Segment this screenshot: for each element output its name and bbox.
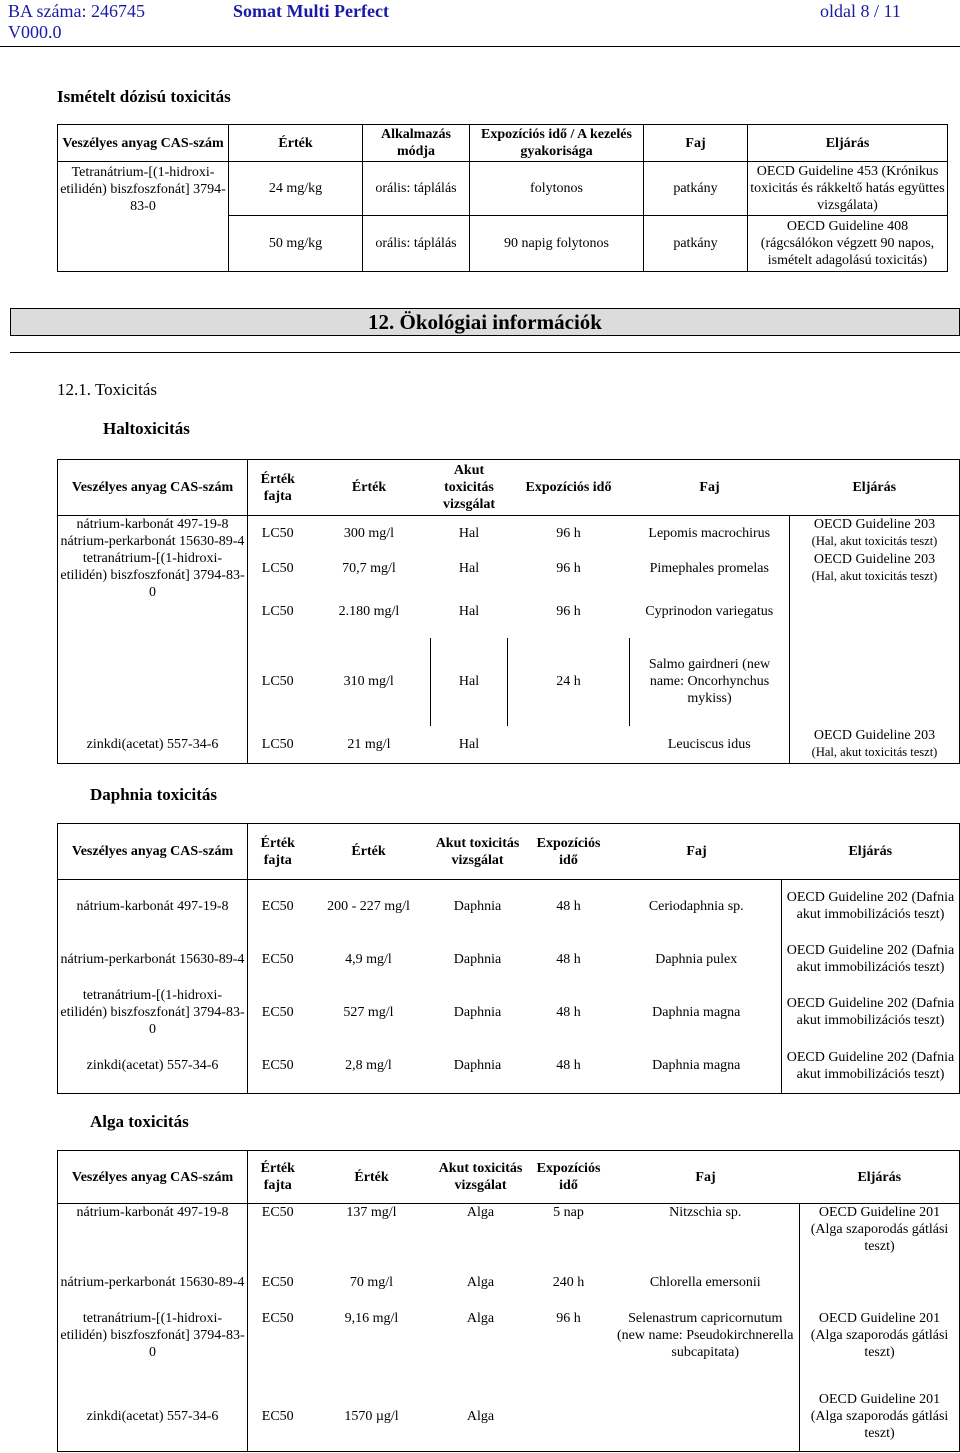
col-value-type: Érték fajta [248, 1151, 308, 1204]
col-species: Faj [612, 1151, 800, 1204]
cell: 240 h [552, 1274, 585, 1290]
cell: 5 nap [553, 1205, 584, 1220]
version: V000.0 [8, 22, 62, 42]
cell: Daphnia [453, 898, 502, 914]
cell [790, 638, 960, 726]
cell [800, 1274, 960, 1310]
col-species: Faj [644, 125, 748, 162]
col-method: Eljárás [790, 460, 960, 516]
cell: tetranátrium-[(1-hidroxi-etilidén) biszfoszfonát] 3794-83-0 [58, 1310, 248, 1382]
cell: 1570 µg/l [308, 1382, 436, 1452]
cell: Nitzschia sp. [669, 1205, 742, 1220]
table-row [58, 1382, 960, 1452]
species-cell: patkány [644, 216, 748, 272]
cell: Daphnia [453, 1004, 502, 1020]
cell: 48 h [526, 1039, 612, 1094]
cell: 2.180 mg/l [338, 604, 400, 619]
cell: zinkdi(acetat) 557-34-6 [58, 726, 248, 764]
cell: 527 mg/l [343, 1004, 394, 1020]
cell: Daphnia magna [652, 1004, 741, 1020]
cell: EC50 [261, 1310, 294, 1326]
substance-item: nátrium-karbonát 497-19-8 [76, 517, 229, 532]
cell: EC50 [261, 1205, 294, 1220]
table-row [58, 516, 960, 551]
method-cell [790, 551, 960, 586]
fish-toxicity-table [57, 459, 960, 764]
cell: Leuciscus idus [630, 726, 790, 764]
value-cell: 24 mg/kg [229, 162, 363, 216]
cell: OECD Guideline 201 (Alga szaporodás gátlási teszt) [800, 1204, 960, 1274]
cell: 200 - 227 mg/l [327, 898, 410, 914]
cell: nátrium-perkarbonát 15630-89-4 [58, 933, 248, 986]
cell: Alga [436, 1382, 526, 1452]
cell: 300 mg/l [343, 525, 395, 541]
col-substance: Veszélyes anyag CAS-szám [58, 460, 248, 516]
cell: OECD Guideline 201 (Alga szaporodás gátlási teszt) [800, 1310, 960, 1382]
method-line: (Hal, akut toxicitás teszt) [811, 568, 938, 583]
col-value: Érték [308, 460, 431, 516]
fish-substances [58, 516, 248, 638]
table-row [58, 1310, 960, 1382]
cell [58, 638, 248, 726]
col-species: Faj [612, 824, 782, 880]
col-test: Akut toxicitás vizsgálat [430, 824, 526, 880]
cell: Cyprinodon variegatus [645, 604, 774, 619]
cell: 96 h [556, 1310, 581, 1326]
cell: 4,9 mg/l [345, 951, 392, 967]
cell [508, 726, 630, 764]
ba-number: BA száma: 246745 [8, 1, 145, 21]
col-species: Faj [630, 460, 790, 516]
cell: Daphnia [453, 951, 502, 967]
method-cell: OECD Guideline 408 (rágcsálókon végzett 90 napos, ismételt adagolású toxicitás) [748, 216, 948, 272]
cell: zinkdi(acetat) 557-34-6 [58, 1382, 248, 1452]
method-line: OECD Guideline 203 [813, 517, 936, 533]
cell: EC50 [261, 1004, 294, 1020]
cell: LC50 [261, 560, 294, 576]
cell: EC50 [261, 951, 294, 967]
cell: Ceriodaphnia sp. [648, 898, 744, 914]
substance-item: nátrium-perkarbonát 15630-89-4 [60, 534, 245, 549]
cell: Alga [466, 1310, 495, 1326]
col-test: Akut toxicitás vizsgálat [431, 460, 508, 516]
mode-cell: orális: táplálás [363, 216, 470, 272]
cell: Hal [431, 726, 508, 764]
daphnia-toxicity-table [57, 823, 960, 1094]
col-substance: Veszélyes anyag CAS-szám [58, 125, 229, 162]
table-row [58, 726, 960, 764]
alga-toxicity-title: Alga toxicitás [90, 1112, 189, 1131]
col-value: Érték [308, 1151, 436, 1204]
cell: EC50 [248, 1039, 308, 1094]
subsection-heading: 12.1. Toxicitás [57, 380, 158, 399]
col-value: Érték [229, 125, 363, 162]
cell: 48 h [556, 1004, 581, 1020]
cell: tetranátrium-[(1-hidroxi-etilidén) biszfoszfonát] 3794-83-0 [58, 986, 248, 1039]
table-row [58, 1039, 960, 1094]
method-line: (Hal, akut toxicitás teszt) [811, 534, 938, 549]
cell: Pimephales promelas [649, 560, 769, 576]
method-line: OECD Guideline 203 [813, 728, 936, 744]
col-value-type: Érték fajta [248, 460, 308, 516]
cell: nátrium-perkarbonát 15630-89-4 [58, 1274, 248, 1310]
col-value: Érték [308, 824, 430, 880]
col-value-type: Érték fajta [248, 824, 308, 880]
cell: 21 mg/l [308, 726, 431, 764]
cell: OECD Guideline 202 (Dafnia akut immobilizációs teszt) [782, 933, 960, 986]
cell: LC50 [261, 525, 294, 541]
cell: 70,7 mg/l [342, 560, 396, 576]
cell: EC50 [261, 898, 294, 914]
cell [790, 586, 960, 638]
cell: Hal [458, 604, 480, 619]
cell: EC50 [248, 1382, 308, 1452]
cell: Daphnia [430, 1039, 526, 1094]
table-row [58, 1204, 960, 1274]
col-substance: Veszélyes anyag CAS-szám [58, 824, 248, 880]
cell: 9,16 mg/l [344, 1310, 399, 1326]
cell: OECD Guideline 202 (Dafnia akut immobilizációs teszt) [782, 986, 960, 1039]
table-row [58, 162, 948, 216]
cell: Selenastrum capricornutum (new name: Pseudokirchnerella subcapitata) [617, 1310, 794, 1360]
method-cell: OECD Guideline 453 (Krónikus toxicitás és rákkeltő hatás együttes vizsgálata) [748, 162, 948, 216]
cell: Alga [466, 1274, 495, 1290]
cell: nátrium-karbonát 497-19-8 [58, 1204, 248, 1274]
col-method: Eljárás [782, 824, 960, 880]
cell [612, 1382, 800, 1452]
repeated-dose-title: Ismételt dózisú toxicitás [57, 87, 231, 106]
cell: LC50 [248, 726, 308, 764]
method-line: (Hal, akut toxicitás teszt) [811, 745, 938, 760]
cell: EC50 [261, 1274, 294, 1290]
cell: 96 h [556, 525, 581, 541]
cell: LC50 [261, 604, 294, 619]
cell: zinkdi(acetat) 557-34-6 [58, 1039, 248, 1094]
table-row [58, 638, 960, 726]
page-number: oldal 8 / 11 [820, 1, 901, 21]
cell: 2,8 mg/l [308, 1039, 430, 1094]
cell: LC50 [248, 638, 308, 726]
cell: Chlorella emersonii [649, 1274, 761, 1290]
col-mode: Alkalmazás módja [363, 125, 470, 162]
substance-item: tetranátrium-[(1-hidroxi-etilidén) biszfoszfonát] 3794-83-0 [60, 551, 245, 600]
method-cell [790, 726, 960, 764]
col-substance: Veszélyes anyag CAS-szám [58, 1151, 248, 1204]
cell: 96 h [556, 604, 581, 619]
cell: Hal [458, 560, 480, 576]
col-exposure: Expozíciós idő [508, 460, 630, 516]
table-row [58, 986, 960, 1039]
cell: Daphnia pulex [655, 951, 738, 967]
cell: 137 mg/l [346, 1205, 397, 1220]
col-exposure: Expozíciós idő / A kezelés gyakorisága [470, 125, 644, 162]
daphnia-toxicity-title: Daphnia toxicitás [90, 785, 218, 804]
cell: Hal [431, 638, 508, 726]
cell: Lepomis macrochirus [648, 525, 771, 541]
method-line: OECD Guideline 203 [813, 551, 936, 567]
col-test: Akut toxicitás vizsgálat [436, 1151, 526, 1204]
repeated-dose-table [57, 124, 948, 272]
exposure-cell: 90 napig folytonos [470, 216, 644, 272]
table-row [58, 1274, 960, 1310]
method-cell [790, 516, 960, 551]
table-row [58, 880, 960, 933]
section-heading: 12. Ökológiai információk [10, 308, 960, 336]
cell: 48 h [556, 898, 581, 914]
cell: OECD Guideline 202 (Dafnia akut immobilizációs teszt) [782, 1039, 960, 1094]
value-cell: 50 mg/kg [229, 216, 363, 272]
cell: nátrium-karbonát 497-19-8 [58, 880, 248, 933]
table-row [58, 933, 960, 986]
cell: Salmo gairdneri (new name: Oncorhynchus mykiss) [630, 638, 790, 726]
product-name: Somat Multi Perfect [233, 1, 389, 21]
cell: OECD Guideline 201 (Alga szaporodás gátlási teszt) [800, 1382, 960, 1452]
alga-toxicity-table [57, 1150, 960, 1452]
cell [526, 1382, 612, 1452]
cell: 48 h [556, 951, 581, 967]
col-method: Eljárás [748, 125, 948, 162]
cell: OECD Guideline 202 (Dafnia akut immobilizációs teszt) [782, 880, 960, 933]
exposure-cell: folytonos [470, 162, 644, 216]
substance-cell: Tetranátrium-[(1-hidroxi-etilidén) biszfoszfonát] 3794-83-0 [58, 162, 229, 272]
cell: Alga [466, 1205, 495, 1220]
species-cell: patkány [644, 162, 748, 216]
col-exposure: Expozíciós idő [526, 1151, 612, 1204]
cell: Daphnia magna [612, 1039, 782, 1094]
fish-toxicity-title: Haltoxicitás [103, 419, 190, 438]
col-method: Eljárás [800, 1151, 960, 1204]
mode-cell: orális: táplálás [363, 162, 470, 216]
cell: 70 mg/l [349, 1274, 394, 1290]
col-exposure: Expozíciós idő [526, 824, 612, 880]
cell: 310 mg/l [343, 674, 394, 689]
cell: Hal [458, 525, 480, 541]
cell: 24 h [508, 638, 630, 726]
cell: 96 h [556, 560, 581, 576]
